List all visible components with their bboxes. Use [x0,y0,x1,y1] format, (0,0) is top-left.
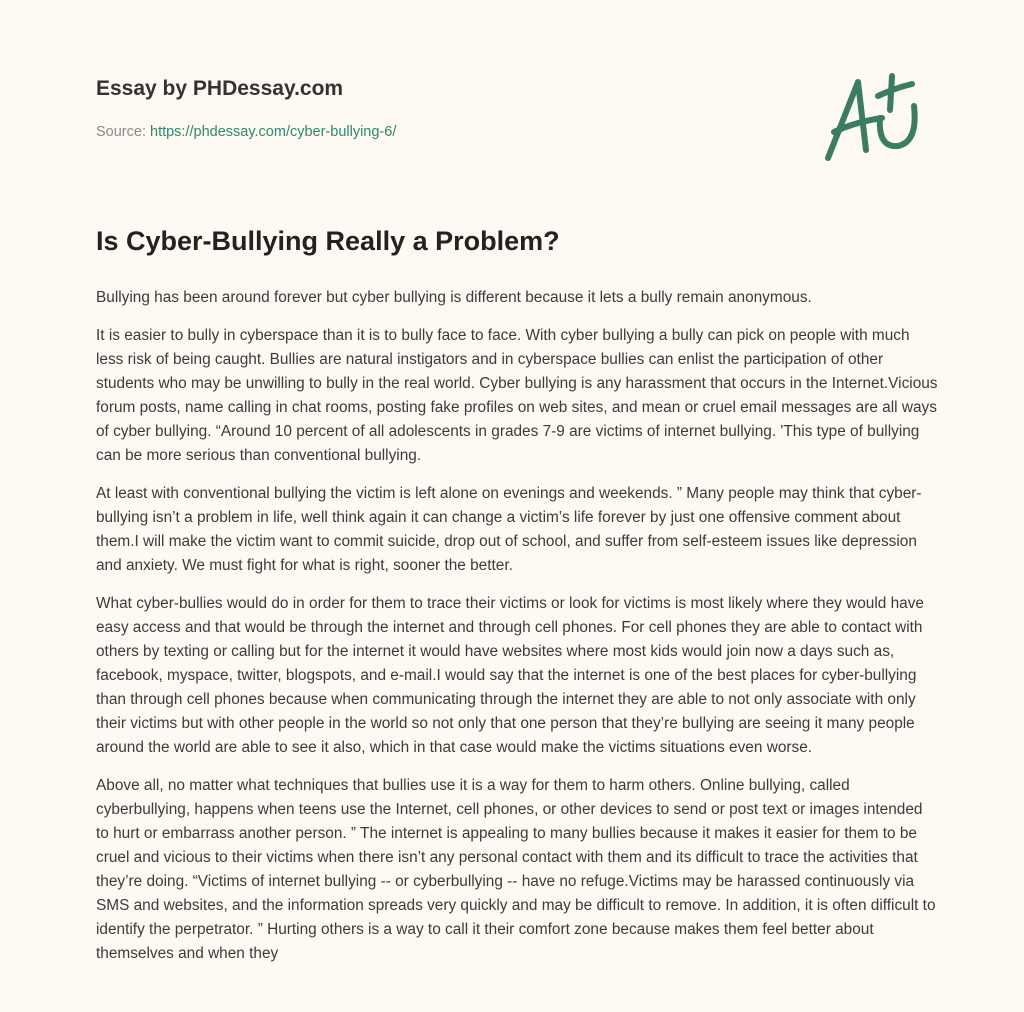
essay-paragraph: Bullying has been around forever but cyber bullying is different because it lets a bully remain anonymous. [96,289,812,306]
source-link[interactable]: https://phdessay.com/cyber-bullying-6/ [150,124,397,140]
source-line [96,124,396,140]
essay-body [96,286,938,980]
essay-paragraph: It is easier to bully in cyberspace than it is to bully face to face. With cyber bullying a bully can pick on people with much less risk of being caught. Bullies are natural instigators and in cyberspace bullies can enlist the participation of other students who may be unwilling to bully in the real world. Cyber bullying is any harassment that occurs in the Internet.Vicious forum posts, name calling in chat rooms, posting fake profiles on web sites, and mean or cruel email messages are all ways of cyber bullying. “Around 10 percent of all adolescents in grades 7-9 are victims of internet bullying. 'This type of bullying can be more serious than conventional bullying. [96,327,938,464]
essay-paragraph: What cyber-bullies would do in order for them to trace their victims or look for victims is most likely where they would have easy access and that would be through the internet and through cell phones. For cell phones they are able to contact with others by texting or calling but for the internet it would have websites where most kids would join now a days such as, facebook, myspace, twitter, blogspots, and e-mail.I would say that the internet is one of the best places for cyber-bullying than through cell phones because when communicating through the internet they are able to not only associate with only their victims but with other people in the world so not only that one person that they’re bullying are seeing it many people around the world are able to see it also, which in that case would make the victims situations even worse. [96,595,924,756]
source-label: Source: [96,124,150,140]
essay-paragraph: At least with conventional bullying the victim is left alone on evenings and weekends. ” Many people may think that cyber-bullying isn’t a problem in life, well think again it can change a victim’s life forever by just one offensive comment about them.I will make the victim want to commit suicide, drop out of school, and suffer from self-esteem issues like depression and anxiety. We must fight for what is right, sooner the better. [96,485,922,574]
essay-paragraph: Above all, no matter what techniques that bullies use it is a way for them to harm others. Online bullying, called cyberbullying, happens when teens use the Internet, cell phones, or other devices to send or post text or images intended to hurt or embarrass another person. ” The internet is appealing to many bullies because it makes it easier for them to be cruel and vicious to their victims when there isn’t any personal contact with them and its difficult to trace the activities that they’re doing. “Victims of internet bullying -- or cyberbullying -- have no refuge.Victims may be harassed continuously via SMS and websites, and the information spreads very quickly and may be difficult to remove. In addition, it is often difficult to identify the perpetrator. ” Hurting others is a way to call it their comfort zone because makes them feel better about themselves and when they [96,777,936,962]
a-plus-logo-icon [820,70,930,165]
site-brand: Essay by PHDessay.com [96,77,344,100]
essay-title: Is Cyber-Bullying Really a Problem? [96,226,560,256]
